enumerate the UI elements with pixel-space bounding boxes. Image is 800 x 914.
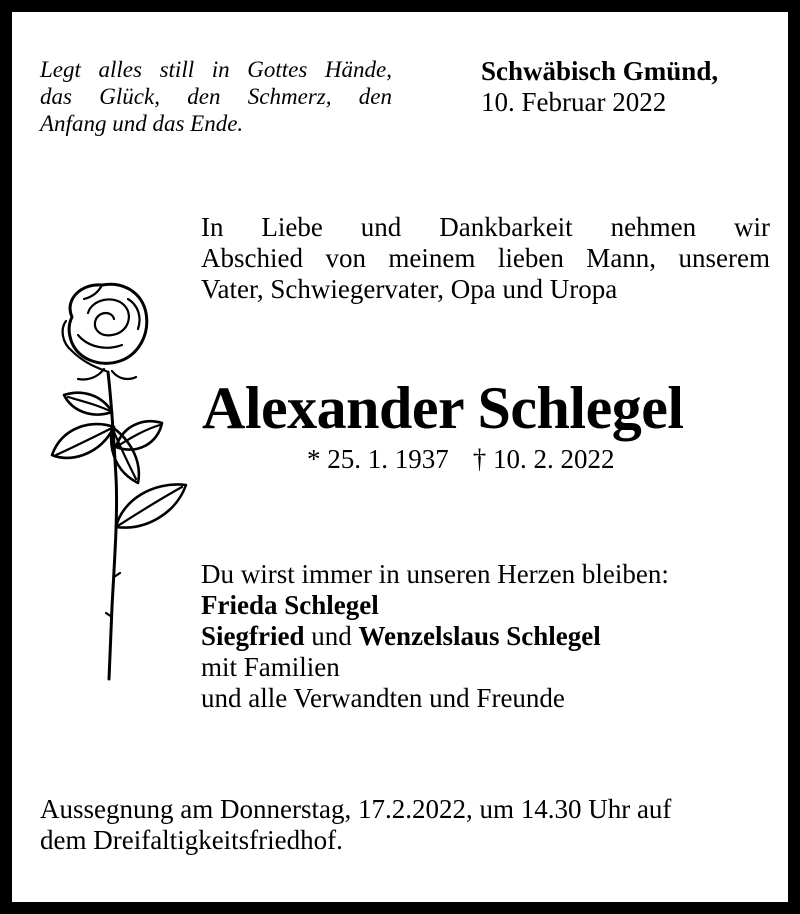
service-line: dem Dreifaltigkeitsfriedhof. — [40, 825, 343, 855]
obituary-notice — [12, 12, 788, 902]
service-line: Aussegnung am Donnerstag, 17.2.2022, um 14.30 Uhr auf — [40, 794, 672, 824]
motto-line: das Glück, den Schmerz, den — [40, 84, 392, 109]
mourner-son: Siegfried — [201, 621, 305, 651]
funeral-service-info — [40, 794, 770, 856]
mourners-families: mit Familien — [201, 652, 340, 682]
rose-icon — [42, 277, 192, 687]
intro-text — [201, 212, 770, 305]
motto-line: Anfang und das Ende. — [40, 111, 244, 136]
birth-date: * 25. 1. 1937 — [307, 444, 449, 474]
intro-line: Abschied von meinem lieben Mann, unserem — [201, 243, 770, 273]
intro-line: In Liebe und Dankbarkeit nehmen wir — [201, 212, 770, 242]
mourners-heading: Du wirst immer in unseren Herzen bleiben: — [201, 559, 669, 589]
life-dates — [307, 444, 615, 475]
mourners-list — [201, 559, 669, 714]
motto-line: Legt alles still in Gottes Hände, — [40, 57, 392, 82]
place-city: Schwäbisch Gmünd, — [481, 56, 719, 86]
intro-line: Vater, Schwiegervater, Opa und Uropa — [201, 274, 618, 304]
place-and-date — [481, 56, 718, 118]
motto-verse — [40, 56, 392, 137]
mourner-son: Wenzelslaus Schlegel — [358, 621, 601, 651]
deceased-name: Alexander Schlegel — [202, 375, 684, 441]
mourners-others: und alle Verwandten und Freunde — [201, 683, 565, 713]
death-date: † 10. 2. 2022 — [472, 444, 615, 474]
mourner-connector: und — [311, 621, 352, 651]
mourner-wife: Frieda Schlegel — [201, 590, 379, 620]
notice-date: 10. Februar 2022 — [481, 87, 667, 117]
